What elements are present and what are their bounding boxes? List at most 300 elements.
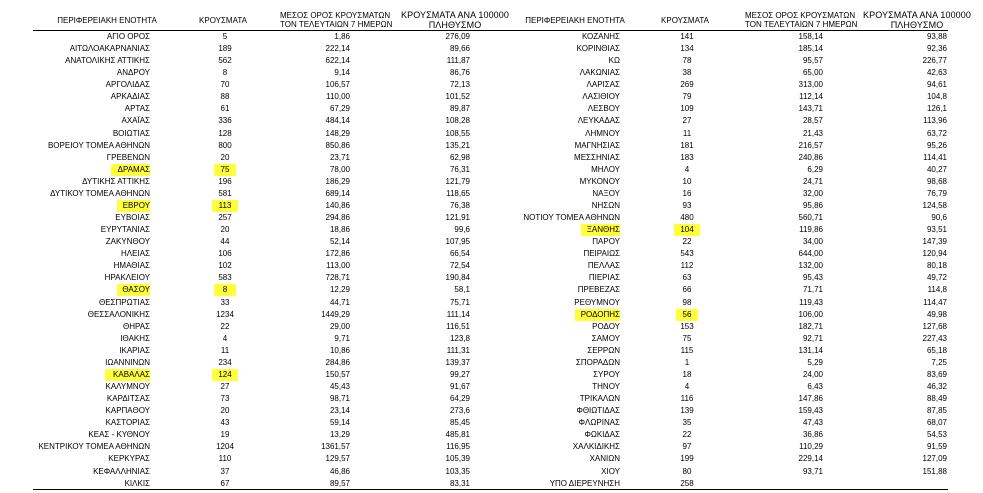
left-avg-cell: 98,71: [329, 394, 350, 404]
left-cases-cell: 20: [220, 406, 230, 416]
right-cases-cell: 4: [684, 382, 690, 392]
left-avg-cell: 9,71: [334, 333, 350, 343]
left-cases-cell: 583: [218, 273, 232, 283]
left-avg-cell: 284,86: [325, 357, 350, 367]
right-table-row: [0, 212, 983, 224]
left-cases-cell: 562: [218, 56, 232, 66]
right-avg-cell: [760, 478, 823, 490]
right-region-cell: ΛΕΥΚΑΔΑΣ: [577, 116, 620, 126]
right-per100k-cell: 65,18: [926, 345, 947, 355]
left-cases-cell: 67: [220, 478, 230, 488]
right-per100k-cell: 76,79: [926, 188, 947, 198]
left-cases-cell: 20: [220, 225, 230, 235]
left-region-cell: ΑΡΤΑΣ: [124, 104, 150, 114]
right-table-row: [0, 321, 983, 333]
right-avg-cell: 229,14: [798, 454, 823, 464]
left-avg-cell: 67,29: [329, 104, 350, 114]
left-per100k-cell: 83,31: [449, 478, 470, 488]
right-avg-cell: 132,00: [798, 261, 823, 271]
right-region-cell: ΛΕΣΒΟΥ: [587, 104, 620, 114]
left-per100k-cell: 99,27: [449, 369, 470, 379]
left-avg-cell: 23,71: [329, 152, 350, 162]
right-region-cell: ΧΑΝΙΩΝ: [589, 454, 620, 464]
right-region-cell: ΡΟΔΟΠΗΣ: [580, 309, 620, 319]
right-cases-cell: 75: [682, 333, 692, 343]
right-avg-cell: 6,43: [807, 382, 823, 392]
right-table-row: [0, 297, 983, 309]
right-region-cell: ΡΕΘΥΜΝΟΥ: [574, 297, 620, 307]
left-avg-cell: 89,57: [329, 478, 350, 488]
right-table-row: [0, 453, 983, 465]
left-per100k-cell: 139,37: [445, 357, 470, 367]
right-region-cell: ΜΥΚΟΝΟΥ: [579, 176, 620, 186]
right-region-cell: ΦΛΩΡΙΝΑΣ: [578, 418, 620, 428]
right-per100k-cell: 127,09: [922, 454, 947, 464]
right-cases-cell: 93: [682, 200, 692, 210]
right-per100k-cell: [880, 478, 947, 490]
left-cases-cell: 75: [220, 164, 230, 174]
left-cases-cell: 581: [218, 188, 232, 198]
right-per100k-cell: 42,63: [926, 68, 947, 78]
left-region-cell: ΚΑΣΤΟΡΙΑΣ: [105, 418, 150, 428]
right-cases-cell: 258: [680, 478, 694, 488]
right-cases-cell: 183: [680, 152, 694, 162]
left-avg-cell: 59,14: [329, 418, 350, 428]
left-cases-cell: 110: [218, 454, 232, 464]
left-region-cell: ΚΕΦΑΛΛΗΝΙΑΣ: [93, 466, 150, 476]
left-region-cell: ΚΕΝΤΡΙΚΟΥ ΤΟΜΕΑ ΑΘΗΝΩΝ: [38, 442, 150, 452]
left-cases-cell: 37: [220, 466, 230, 476]
left-avg-cell: 106,57: [325, 80, 350, 90]
right-per100k-cell: 54,53: [926, 430, 947, 440]
right-per100k-cell: 114,8: [927, 285, 947, 295]
left-cases-cell: 61: [220, 104, 230, 114]
right-table-row: [0, 284, 983, 296]
left-per100k-cell: 66,54: [449, 249, 470, 259]
left-region-cell: ΘΕΣΠΡΩΤΙΑΣ: [99, 297, 150, 307]
right-region-cell: ΤΗΝΟΥ: [592, 382, 620, 392]
left-cases-cell: 113: [218, 200, 232, 210]
right-per100k-cell: 63,72: [926, 128, 947, 138]
right-avg-cell: 112,14: [799, 92, 823, 102]
right-region-cell: ΠΕΙΡΑΙΩΣ: [583, 249, 620, 259]
right-header-region: ΠΕΡΙΦΕΡΕΙΑΚΗ ΕΝΟΤΗΤΑ: [525, 16, 625, 25]
right-cases-cell: 109: [680, 104, 694, 114]
right-per100k-cell: 126,1: [926, 104, 947, 114]
right-table-row: [0, 188, 983, 200]
left-header-per100k: [395, 10, 515, 30]
right-table-row: [0, 357, 983, 369]
right-per100k-cell: 114,41: [923, 152, 947, 162]
right-per100k-cell: 91,59: [926, 442, 947, 452]
right-region-cell: ΣΕΡΡΩΝ: [587, 345, 620, 355]
right-avg-cell: 159,43: [798, 406, 823, 416]
right-avg-cell: 5,29: [807, 357, 823, 367]
right-region-cell: ΜΕΣΣΗΝΙΑΣ: [574, 152, 620, 162]
left-per100k-cell: 91,67: [449, 382, 470, 392]
right-cases-cell: 104: [680, 225, 694, 235]
right-table-row: [0, 152, 983, 164]
left-avg-cell: 44,71: [329, 297, 350, 307]
right-cases-cell: 199: [680, 454, 694, 464]
left-per100k-cell: 85,45: [449, 418, 470, 428]
right-cases-cell: 66: [682, 285, 692, 295]
left-per100k-cell: 123,8: [449, 333, 470, 343]
right-per100k-cell: 46,32: [926, 382, 947, 392]
right-avg-cell: 240,86: [798, 152, 823, 162]
right-table-row: [0, 79, 983, 91]
left-per100k-cell: 86,76: [449, 68, 470, 78]
right-region-cell: ΠΙΕΡΙΑΣ: [588, 273, 620, 283]
right-per100k-cell: 127,68: [922, 321, 947, 331]
left-per100k-cell: 118,65: [446, 188, 470, 198]
left-region-cell: ΖΑΚΥΝΘΟΥ: [105, 237, 150, 247]
left-avg-cell: 622,14: [325, 56, 350, 66]
right-table-row: [0, 248, 983, 260]
left-region-cell: ΕΒΡΟΥ: [122, 200, 150, 210]
right-avg-cell: 158,14: [798, 32, 823, 41]
left-per100k-cell: 108,55: [445, 128, 470, 138]
left-cases-cell: 44: [220, 237, 230, 247]
left-region-cell: ΘΑΣΟΥ: [122, 285, 150, 295]
left-avg-cell: 689,14: [325, 188, 350, 198]
left-region-cell: ΔΥΤΙΚΟΥ ΤΟΜΕΑ ΑΘΗΝΩΝ: [50, 188, 150, 198]
left-cases-cell: 102: [218, 261, 232, 271]
left-per100k-cell: 190,84: [445, 273, 470, 283]
right-per100k-cell: 68,07: [926, 418, 947, 428]
right-region-cell: ΝΗΣΩΝ: [591, 200, 620, 210]
right-table-row: [0, 200, 983, 212]
left-avg-cell: 10,86: [329, 345, 350, 355]
right-table-row: [0, 164, 983, 176]
right-avg-cell: 65,00: [802, 68, 823, 78]
left-region-cell: ΙΚΑΡΙΑΣ: [119, 345, 150, 355]
right-per100k-cell: 104,8: [926, 92, 947, 102]
left-avg-cell: 129,57: [325, 454, 350, 464]
left-region-cell: ΗΛΕΙΑΣ: [121, 249, 150, 259]
right-cases-cell: 115: [680, 345, 694, 355]
left-avg-cell: 12,29: [329, 285, 350, 295]
left-avg-cell: 13,29: [329, 430, 350, 440]
right-avg-cell: 143,71: [798, 104, 823, 114]
right-avg-cell: 34,00: [802, 237, 823, 247]
left-avg-cell: 1,86: [334, 32, 350, 41]
right-table-row: [0, 43, 983, 55]
right-cases-cell: 134: [680, 44, 694, 54]
left-avg-cell: 850,86: [325, 140, 350, 150]
right-cases-cell: 112: [680, 261, 694, 271]
right-region-cell: ΜΗΛΟΥ: [591, 164, 620, 174]
left-cases-cell: 336: [218, 116, 232, 126]
left-avg-cell: 1449,29: [321, 309, 350, 319]
left-avg-cell: 172,86: [325, 249, 350, 259]
table-bottom-border: [33, 489, 948, 490]
left-per100k-cell: 111,87: [446, 56, 470, 66]
right-per100k-cell: 93,51: [926, 225, 947, 235]
right-table-row: [0, 429, 983, 441]
left-region-cell: ΑΝΔΡΟΥ: [116, 68, 150, 78]
right-per100k-cell: 124,58: [922, 200, 947, 210]
left-per100k-cell: 76,31: [449, 164, 470, 174]
right-avg-cell: 95,43: [802, 273, 823, 283]
right-per100k-cell: 80,18: [926, 261, 947, 271]
left-avg-cell: 110,00: [326, 92, 350, 102]
right-region-cell: ΧΙΟΥ: [601, 466, 620, 476]
right-cases-cell: 56: [682, 309, 692, 319]
left-region-cell: ΚΑΒΑΛΑΣ: [113, 369, 150, 379]
right-per100k-cell: 88,49: [926, 394, 947, 404]
right-region-cell: ΦΩΚΙΔΑΣ: [584, 430, 620, 440]
right-table-row: [0, 272, 983, 284]
left-per100k-cell: 101,52: [445, 92, 470, 102]
right-per100k-cell: 92,36: [926, 44, 947, 54]
right-cases-cell: 98: [682, 297, 692, 307]
right-region-cell: ΣΠΟΡΑΔΩΝ: [575, 357, 620, 367]
left-per100k-cell: 103,35: [445, 466, 470, 476]
left-cases-cell: 33: [220, 297, 230, 307]
right-avg-cell: 21,43: [802, 128, 823, 138]
right-avg-cell: 95,57: [802, 56, 823, 66]
right-per100k-cell: 120,94: [922, 249, 947, 259]
left-cases-cell: 257: [218, 213, 232, 223]
right-header-per100k: [857, 10, 977, 30]
right-table-row: [0, 260, 983, 272]
left-cases-cell: 234: [218, 357, 232, 367]
left-per100k-cell: 111,14: [446, 309, 470, 319]
right-header-cases: ΚΡΟΥΣΜΑΤΑ: [661, 16, 709, 25]
left-per100k-cell: 135,21: [445, 140, 470, 150]
right-region-cell: ΜΑΓΝΗΣΙΑΣ: [574, 140, 620, 150]
left-per100k-cell: 64,29: [449, 394, 470, 404]
right-region-cell: ΝΑΞΟΥ: [592, 188, 620, 198]
right-avg-cell: 147,86: [798, 394, 823, 404]
right-header-per100k-line2: ΠΛΗΘΥΣΜΟ: [890, 20, 944, 30]
left-avg-cell: 29,00: [329, 321, 350, 331]
right-header-avg: [745, 11, 858, 29]
right-per100k-cell: 93,88: [926, 32, 947, 41]
right-region-cell: ΤΡΙΚΑΛΩΝ: [579, 394, 620, 404]
right-region-cell: ΥΠΟ ΔΙΕΡΕΥΝΗΣΗ: [549, 478, 620, 488]
left-per100k-cell: 76,38: [449, 200, 470, 210]
right-cases-cell: 269: [680, 80, 694, 90]
left-cases-cell: 8: [222, 68, 228, 78]
left-cases-cell: 22: [220, 321, 230, 331]
left-cases-cell: 106: [218, 249, 232, 259]
right-region-cell: ΠΕΛΛΑΣ: [587, 261, 620, 271]
left-per100k-cell: 121,91: [445, 213, 470, 223]
right-avg-cell: 36,86: [802, 430, 823, 440]
left-cases-cell: 11: [220, 345, 230, 355]
left-avg-cell: 1361,57: [321, 442, 350, 452]
right-table-row: [0, 441, 983, 453]
left-cases-cell: 1234: [216, 309, 234, 319]
right-per100k-cell: 49,72: [926, 273, 947, 283]
right-cases-cell: 153: [680, 321, 694, 331]
left-region-cell: ΚΑΡΔΙΤΣΑΣ: [106, 394, 150, 404]
left-cases-cell: 19: [220, 430, 230, 440]
right-table-row: [0, 55, 983, 67]
left-avg-cell: 18,86: [329, 225, 350, 235]
right-per100k-cell: 226,77: [922, 56, 947, 66]
right-avg-cell: 93,71: [802, 466, 823, 476]
right-table-row: [0, 309, 983, 321]
right-cases-cell: 10: [682, 176, 692, 186]
right-per100k-cell: 95,26: [926, 140, 947, 150]
left-avg-cell: 222,14: [325, 44, 350, 54]
right-region-cell: ΞΑΝΘΗΣ: [586, 225, 620, 235]
left-region-cell: ΘΕΣΣΑΛΟΝΙΚΗΣ: [87, 309, 150, 319]
right-avg-cell: 92,71: [802, 333, 823, 343]
left-header-per100k-line1: ΚΡΟΥΣΜΑΤΑ ΑΝΑ 100000: [401, 10, 509, 20]
right-avg-cell: 560,71: [798, 213, 823, 223]
right-table-row: [0, 369, 983, 381]
left-cases-cell: 43: [220, 418, 230, 428]
right-table-row: [0, 466, 983, 478]
left-per100k-cell: 99,6: [454, 225, 470, 235]
left-avg-cell: 186,29: [325, 176, 350, 186]
right-avg-cell: 182,71: [798, 321, 823, 331]
left-cases-cell: 70: [220, 80, 230, 90]
right-cases-cell: 80: [682, 466, 692, 476]
left-region-cell: ΔΥΤΙΚΗΣ ΑΤΤΙΚΗΣ: [82, 176, 150, 186]
left-header-avg-line2: ΤΟΝ ΤΕΛΕΥΤΑΙΩΝ 7 ΗΜΕΡΩΝ: [280, 20, 393, 29]
left-header-per100k-line2: ΠΛΗΘΥΣΜΟ: [428, 20, 482, 30]
right-cases-cell: 11: [682, 128, 692, 138]
left-cases-cell: 1204: [216, 442, 234, 452]
right-region-cell: ΛΑΣΙΘΙΟΥ: [582, 92, 620, 102]
left-avg-cell: 484,14: [325, 116, 350, 126]
right-avg-cell: 185,14: [798, 44, 823, 54]
left-avg-cell: 52,14: [329, 237, 350, 247]
left-region-cell: ΗΜΑΘΙΑΣ: [113, 261, 150, 271]
left-per100k-cell: 485,81: [445, 430, 470, 440]
left-per100k-cell: 72,54: [449, 261, 470, 271]
left-cases-cell: 88: [220, 92, 230, 102]
left-avg-cell: 45,43: [329, 382, 350, 392]
left-per100k-cell: 273,6: [449, 406, 470, 416]
right-region-cell: ΡΟΔΟΥ: [592, 321, 620, 331]
left-cases-cell: 4: [222, 333, 228, 343]
left-per100k-cell: 72,13: [449, 80, 470, 90]
left-avg-cell: 23,14: [329, 406, 350, 416]
left-region-cell: ΚΕΑΣ - ΚΥΘΝΟΥ: [88, 430, 150, 440]
right-per100k-cell: 90,6: [931, 213, 947, 223]
right-avg-cell: 119,86: [799, 225, 823, 235]
left-per100k-cell: 108,28: [445, 116, 470, 126]
right-avg-cell: 71,71: [802, 285, 823, 295]
right-avg-cell: 131,14: [798, 345, 823, 355]
left-region-cell: ΕΥΡΥΤΑΝΙΑΣ: [100, 225, 150, 235]
right-avg-cell: 119,43: [799, 297, 823, 307]
right-per100k-cell: 98,68: [926, 176, 947, 186]
left-region-cell: ΒΟΡΕΙΟΥ ΤΟΜΕΑ ΑΘΗΝΩΝ: [47, 140, 150, 150]
right-avg-cell: 216,57: [798, 140, 823, 150]
left-avg-cell: 294,86: [325, 213, 350, 223]
left-avg-cell: 113,00: [326, 261, 350, 271]
right-region-cell: ΣΥΡΟΥ: [593, 369, 620, 379]
left-cases-cell: 196: [218, 176, 232, 186]
left-cases-cell: 128: [218, 128, 232, 138]
right-table-row: [0, 405, 983, 417]
left-avg-cell: 150,57: [325, 369, 350, 379]
right-cases-cell: 38: [682, 68, 692, 78]
right-cases-cell: 16: [682, 188, 692, 198]
left-per100k-cell: 107,95: [445, 237, 470, 247]
right-per100k-cell: 40,27: [926, 164, 947, 174]
left-region-cell: ΙΘΑΚΗΣ: [120, 333, 150, 343]
right-table-row: [0, 128, 983, 140]
right-table-row: [0, 333, 983, 345]
left-header-cases: ΚΡΟΥΣΜΑΤΑ: [199, 16, 247, 25]
left-per100k-cell: 89,87: [449, 104, 470, 114]
right-table-row: [0, 478, 983, 490]
right-cases-cell: 78: [682, 56, 692, 66]
left-region-cell: ΑΝΑΤΟΛΙΚΗΣ ΑΤΤΙΚΗΣ: [65, 56, 150, 66]
left-cases-cell: 189: [218, 44, 232, 54]
right-table-row: [0, 345, 983, 357]
left-region-cell: ΔΡΑΜΑΣ: [117, 164, 150, 174]
right-table-row: [0, 67, 983, 79]
left-per100k-cell: 276,09: [445, 32, 470, 41]
left-avg-cell: 46,86: [329, 466, 350, 476]
left-per100k-cell: 111,31: [446, 345, 470, 355]
right-per100k-cell: 227,43: [922, 333, 947, 343]
right-region-cell: ΛΑΡΙΣΑΣ: [586, 80, 620, 90]
right-region-cell: ΝΟΤΙΟΥ ΤΟΜΕΑ ΑΘΗΝΩΝ: [523, 213, 620, 223]
left-avg-cell: 78,00: [329, 164, 350, 174]
right-cases-cell: 116: [680, 394, 694, 404]
left-region-cell: ΑΡΚΑΔΙΑΣ: [110, 92, 150, 102]
left-per100k-cell: 89,66: [449, 44, 470, 54]
right-cases-cell: 480: [680, 213, 694, 223]
right-cases-cell: 141: [680, 32, 694, 41]
right-cases-cell: 27: [682, 116, 692, 126]
right-cases-cell: 22: [682, 430, 692, 440]
right-cases-cell: 18: [682, 369, 692, 379]
right-cases-cell: 35: [682, 418, 692, 428]
left-region-cell: ΑΙΤΩΛΟΑΚΑΡΝΑΝΙΑΣ: [69, 44, 150, 54]
left-header-avg-line1: ΜΕΣΟΣ ΟΡΟΣ ΚΡΟΥΣΜΑΤΩΝ: [280, 11, 391, 20]
right-cases-cell: 181: [680, 140, 694, 150]
left-cases-cell: 27: [220, 382, 230, 392]
right-per100k-cell: 147,39: [922, 237, 947, 247]
right-table-row: [0, 103, 983, 115]
right-region-cell: ΚΩ: [608, 56, 620, 66]
right-region-cell: ΛΑΚΩΝΙΑΣ: [579, 68, 620, 78]
left-per100k-cell: 116,51: [446, 321, 470, 331]
right-per100k-cell: 114,47: [923, 297, 947, 307]
right-table-row: [0, 91, 983, 103]
left-cases-cell: 5: [222, 32, 228, 41]
right-avg-cell: 24,71: [802, 176, 823, 186]
right-per100k-cell: 113,96: [923, 116, 947, 126]
right-avg-cell: 6,29: [807, 164, 823, 174]
right-cases-cell: 63: [682, 273, 692, 283]
right-avg-cell: 106,00: [798, 309, 823, 319]
left-avg-cell: 9,14: [334, 68, 350, 78]
left-per100k-cell: 116,95: [446, 442, 470, 452]
right-table-row: [0, 381, 983, 393]
left-per100k-cell: 58,1: [454, 285, 470, 295]
right-region-cell: ΣΑΜΟΥ: [591, 333, 620, 343]
right-table-row: [0, 140, 983, 152]
left-per100k-cell: 105,39: [445, 454, 470, 464]
left-cases-cell: 800: [218, 140, 232, 150]
right-per100k-cell: 49,98: [926, 309, 947, 319]
left-cases-cell: 8: [222, 285, 228, 295]
left-region-cell: ΕΥΒΟΙΑΣ: [115, 213, 150, 223]
left-cases-cell: 124: [218, 369, 232, 379]
